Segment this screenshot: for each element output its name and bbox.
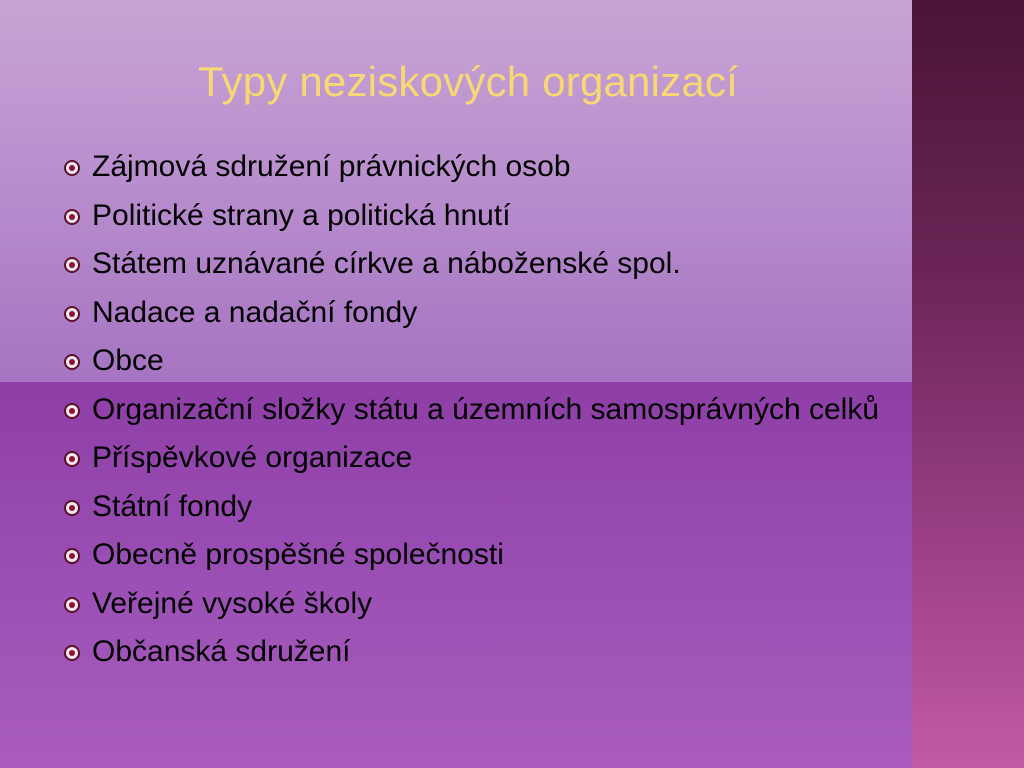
list-item-text: Veřejné vysoké školy: [92, 586, 373, 620]
bullet-icon: [64, 548, 80, 564]
list-item: [62, 245, 902, 283]
list-item-text: Organizační složky státu a územních samosprávných celků: [92, 392, 880, 426]
list-item: [62, 391, 902, 429]
bullet-icon: [64, 160, 80, 176]
bullet-icon: [64, 354, 80, 370]
list-item-text: Nadace a nadační fondy: [92, 295, 418, 329]
list-item-text: Obce: [92, 344, 164, 377]
list-item: [62, 197, 902, 235]
bullet-icon: [64, 257, 80, 273]
list-item-text: Politické strany a politická hnutí: [92, 198, 511, 232]
bullet-icon: [64, 451, 80, 467]
list-item: [62, 585, 902, 623]
bullet-icon: [64, 306, 80, 322]
list-item-text: Zájmová sdružení právnických osob: [92, 150, 571, 183]
bullet-icon: [64, 209, 80, 225]
list-item: [62, 294, 902, 332]
bullet-icon: [64, 403, 80, 419]
bullet-icon: [64, 645, 80, 661]
list-item-text: Obecně prospěšné společnosti: [92, 538, 504, 571]
list-item-text: Občanská sdružení: [92, 635, 351, 668]
list-item: [62, 148, 902, 186]
decorative-side-panel: [912, 0, 1024, 768]
list-item: [62, 488, 902, 526]
bullet-list: [62, 148, 902, 682]
list-item-text: Příspěvkové organizace: [92, 441, 413, 474]
bullet-icon: [64, 500, 80, 516]
list-item-text: Státní fondy: [92, 489, 253, 523]
list-item: [62, 633, 902, 671]
list-item: [62, 536, 902, 574]
bullet-icon: [64, 597, 80, 613]
list-item: [62, 342, 902, 380]
list-item: [62, 439, 902, 477]
slide-title: Typy neziskových organizací: [198, 58, 738, 105]
list-item-text: Státem uznávané církve a náboženské spol.: [92, 247, 681, 280]
